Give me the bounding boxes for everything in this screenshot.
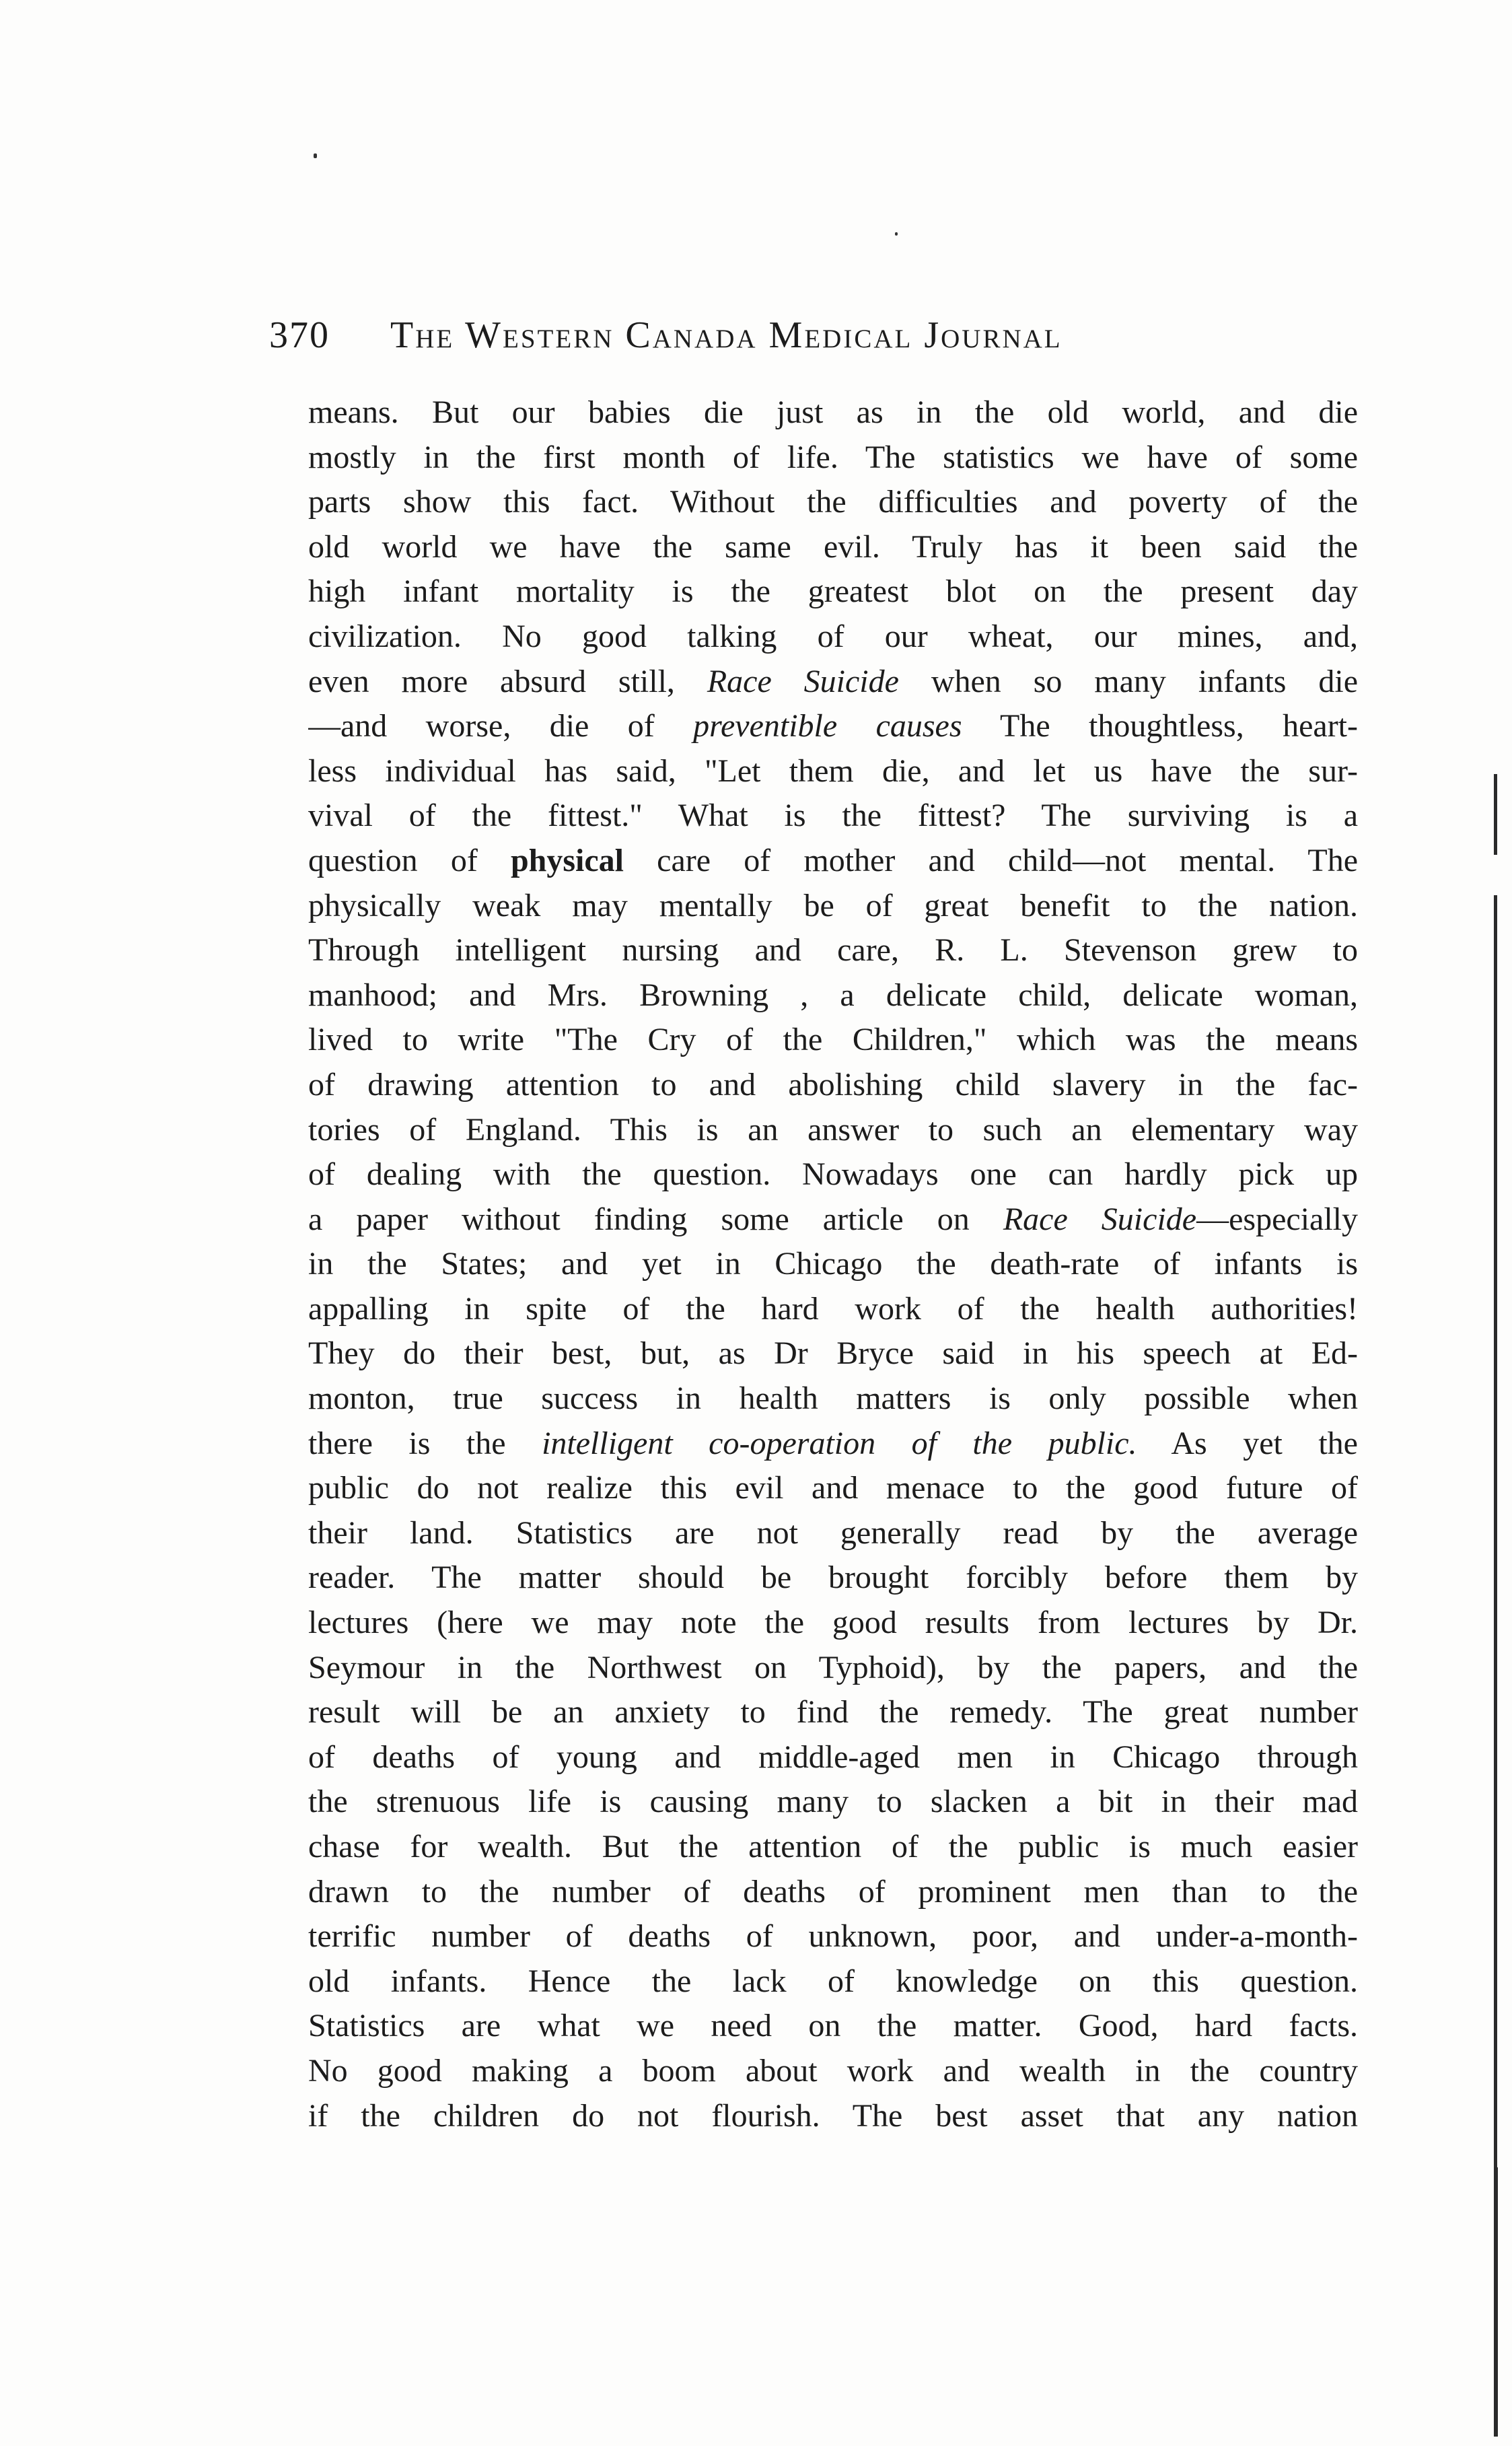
text-segment: there is the: [308, 1425, 542, 1461]
text-line: high infant mortality is the greatest blot on the present day: [308, 573, 1358, 610]
text-line: [308, 839, 1358, 884]
text-line: their land. Statistics are not generally read by the average: [308, 1514, 1358, 1551]
running-header: [269, 308, 1359, 362]
article-body: [308, 390, 1358, 2138]
text-line: Through intelligent nursing and care, R. L. Stevenson grew to: [308, 932, 1358, 969]
text-line: Seymour in the Northwest on Typhoid), by the papers, and the: [308, 1649, 1358, 1685]
journal-title: The Western Canada Medical Journal: [390, 314, 1063, 356]
text-line: civilization. No good talking of our wheat, our mines, and,: [308, 618, 1358, 654]
text-line: public do not realize this evil and menace to the good future of: [308, 1470, 1358, 1506]
text-line: [308, 1197, 1358, 1243]
text-line: terrific number of deaths of unknown, poor, and under-a-month-: [308, 1918, 1358, 1955]
margin-rule: [1494, 774, 1497, 855]
text-line: drawn to the number of deaths of prominent men than to the: [308, 1873, 1358, 1910]
text-line: [308, 1422, 1358, 1467]
text-line: parts show this fact. Without the difficulties and poverty of the: [308, 484, 1358, 520]
text-line: less individual has said, "Let them die, and let us have the sur-: [308, 753, 1358, 789]
italic-phrase: Race Suicide: [707, 663, 899, 699]
text-line: chase for wealth. But the attention of the public is much easier: [308, 1829, 1358, 1864]
margin-rule: [1494, 2167, 1498, 2437]
text-segment: question of: [308, 842, 511, 878]
text-line: No good making a boom about work and wealth in the country: [308, 2052, 1358, 2089]
text-line: [308, 704, 1358, 749]
text-line: reader. The matter should be brought forcibly before them by: [308, 1560, 1358, 1596]
text-line: of dealing with the question. Nowadays one can hardly pick up: [308, 1156, 1358, 1193]
text-line: old world we have the same evil. Truly has it been said the: [308, 528, 1358, 565]
text-line: old infants. Hence the lack of knowledge on this question.: [308, 1963, 1358, 1999]
text-line: manhood; and Mrs. Browning , a delicate child, delicate woman,: [308, 977, 1358, 1013]
text-segment: The thoughtless, heart-: [962, 708, 1358, 744]
text-line: in the States; and yet in Chicago the death-rate of infants is: [308, 1246, 1358, 1282]
text-line: mostly in the first month of life. The statistics we have of some: [308, 439, 1358, 475]
text-line: vival of the fittest." What is the fittest? The surviving is a: [308, 798, 1358, 834]
text-line: Statistics are what we need on the matter. Good, hard facts.: [308, 2008, 1358, 2044]
text-segment: —especially: [1196, 1201, 1358, 1237]
text-segment: a paper without finding some article on: [308, 1201, 1003, 1237]
text-segment: As yet the: [1137, 1425, 1358, 1461]
margin-rule: [1494, 895, 1497, 2342]
text-line: tories of England. This is an answer to such an elementary way: [308, 1111, 1358, 1148]
text-line: means. But our babies die just as in the old world, and die: [308, 394, 1358, 430]
scan-speck: [314, 153, 317, 158]
text-line: [308, 660, 1358, 705]
italic-phrase: intelligent co-operation of the public.: [542, 1425, 1137, 1461]
text-segment: when so many infants die: [898, 663, 1358, 699]
page-number: 370: [269, 314, 330, 356]
italic-phrase: Race Suicide: [1003, 1201, 1197, 1237]
text-line: if the children do not flourish. The best asset that any nation: [308, 2097, 1358, 2134]
text-line: monton, true success in health matters is only possible when: [308, 1381, 1358, 1417]
text-line: of drawing attention to and abolishing child slavery in the fac-: [308, 1066, 1358, 1103]
bold-word: physical: [510, 842, 624, 878]
text-segment: even more absurd still,: [308, 663, 707, 699]
text-line: lectures (here we may note the good results from lectures by Dr.: [308, 1605, 1358, 1641]
italic-phrase: preventible causes: [693, 708, 962, 744]
text-line: physically weak may mentally be of great benefit to the nation.: [308, 887, 1358, 923]
text-line: They do their best, but, as Dr Bryce said in his speech at Ed-: [308, 1335, 1358, 1372]
text-segment: —and worse, die of: [308, 708, 694, 744]
text-line: lived to write "The Cry of the Children," which was the means: [308, 1022, 1358, 1058]
text-line: of deaths of young and middle-aged men in Chicago through: [308, 1739, 1358, 1775]
text-line: appalling in spite of the hard work of the health authorities!: [308, 1290, 1358, 1327]
scan-speck: [895, 232, 898, 236]
text-segment: care of mother and child—not mental. The: [624, 842, 1358, 878]
text-line: the strenuous life is causing many to slacken a bit in their mad: [308, 1784, 1358, 1820]
text-line: result will be an anxiety to find the remedy. The great number: [308, 1694, 1358, 1731]
